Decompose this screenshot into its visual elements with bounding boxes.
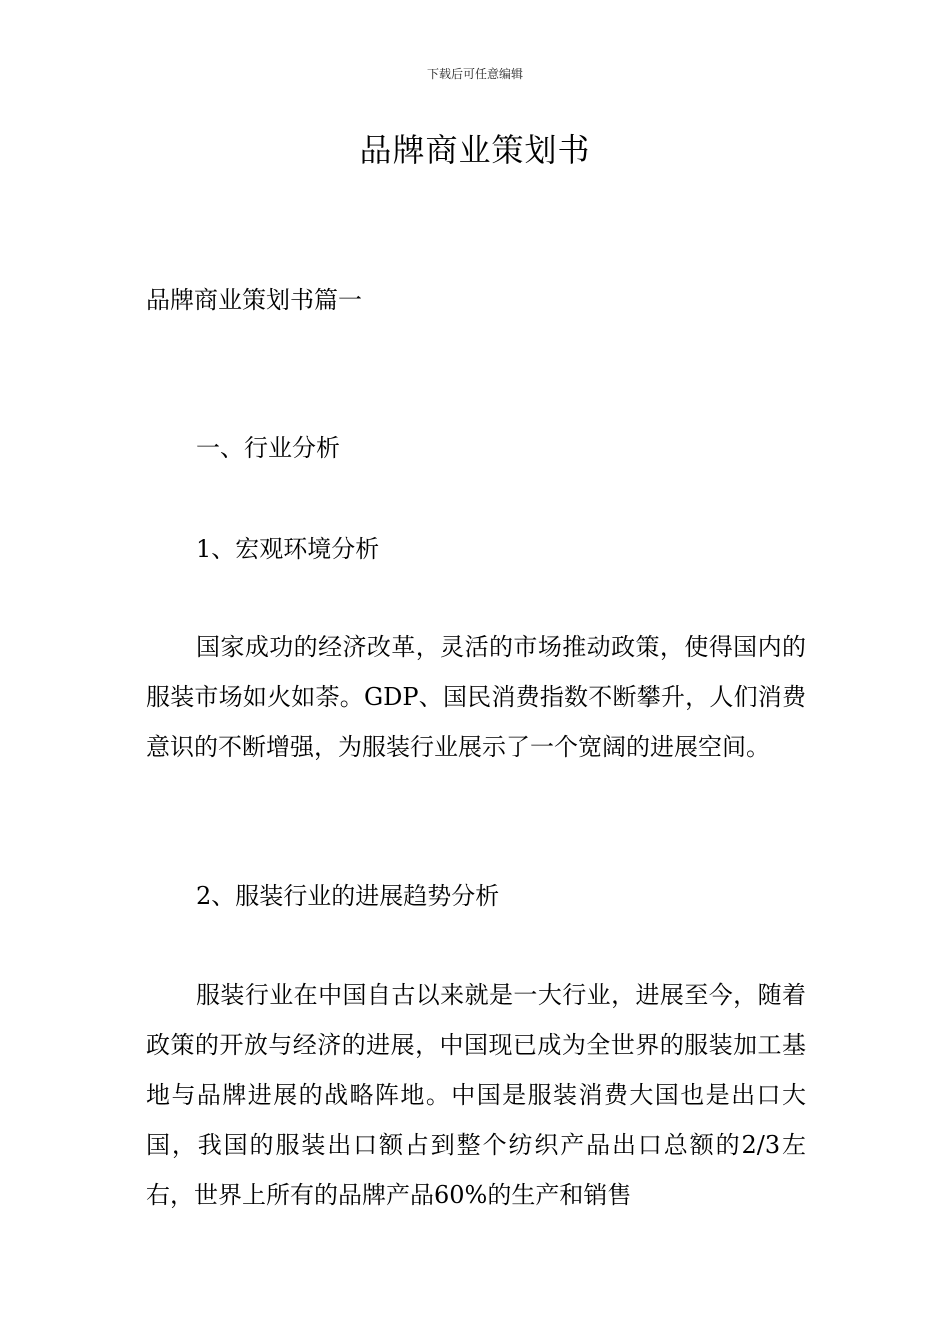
document-title: 品牌商业策划书 [359, 131, 591, 169]
subsection2-heading: 2、服装行业的进展趋势分析 [196, 882, 500, 910]
subsection1-paragraph: 国家成功的经济改革，灵活的市场推动政策，使得国内的服装市场如火如荼。GDP、国民消费指数不断攀升，人们消费意识的不断增强，为服装行业展示了一个宽阔的进展空间。 [146, 633, 806, 761]
subsection2-paragraph: 服装行业在中国自古以来就是一大行业，进展至今，随着政策的开放与经济的进展，中国现已成为全世界的服装加工基地与品牌进展的战略阵地。中国是服装消费大国也是出口大国，我国的服装出口额占到整个纺织产品出口总额的2/3左右，世界上所有的品牌产品60%的生产和销售 [146, 981, 806, 1209]
section-heading: 品牌商业策划书篇一 [146, 286, 362, 314]
header-note: 下载后可任意编辑 [426, 67, 523, 81]
subsection1-heading: 1、宏观环境分析 [196, 535, 380, 563]
part1-heading: 一、行业分析 [196, 434, 340, 462]
